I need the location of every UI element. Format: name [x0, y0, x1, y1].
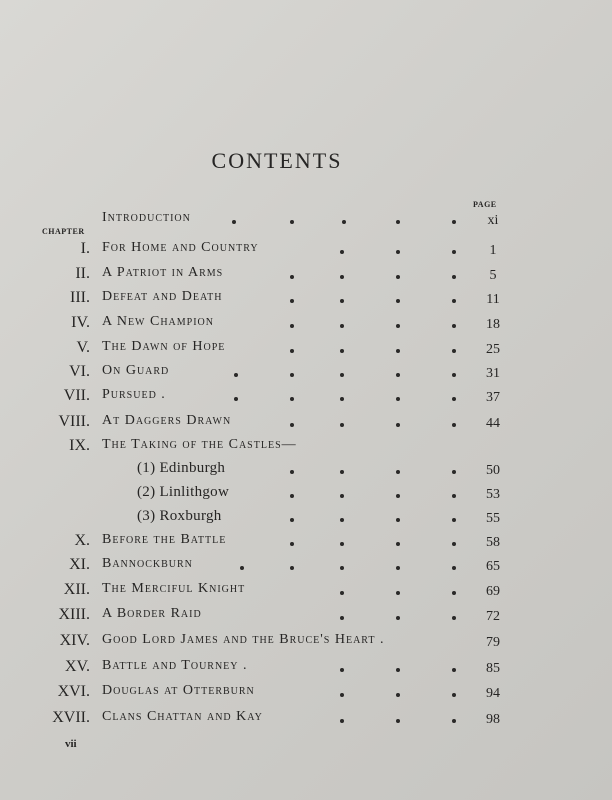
chapter-title: At Daggers Drawn	[102, 413, 232, 428]
leader-dot	[340, 299, 344, 303]
chapter-title: Before the Battle	[102, 532, 227, 547]
leader-dot	[290, 349, 294, 353]
leader-dots	[0, 240, 612, 262]
page-number: 58	[486, 535, 500, 550]
leader-dots	[0, 314, 612, 336]
page-number: 98	[486, 712, 500, 727]
leader-dots	[0, 339, 612, 361]
page-number: 85	[486, 661, 500, 676]
leader-dot	[396, 494, 400, 498]
page-number: 5	[489, 268, 497, 283]
leader-dot	[396, 349, 400, 353]
leader-dot	[396, 324, 400, 328]
page-number: 44	[486, 416, 500, 431]
leader-dot	[396, 423, 400, 427]
leader-dot	[396, 220, 400, 224]
leader-dot	[340, 250, 344, 254]
leader-dot	[452, 591, 456, 595]
toc-entry	[0, 387, 612, 409]
chapter-title: For Home and Country	[102, 240, 259, 255]
page-number-footer: vii	[65, 738, 77, 750]
chapter-title: Clans Chattan and Kay	[102, 709, 263, 724]
leader-dot	[290, 220, 294, 224]
chapter-number: VIII.	[58, 413, 90, 430]
leader-dot	[452, 250, 456, 254]
leader-dot	[452, 494, 456, 498]
leader-dots	[0, 289, 612, 311]
chapter-number: V.	[76, 339, 90, 356]
leader-dot	[396, 591, 400, 595]
leader-dot	[290, 324, 294, 328]
leader-dot	[340, 275, 344, 279]
leader-dot	[240, 566, 244, 570]
toc-entry	[0, 289, 612, 311]
leader-dot	[290, 423, 294, 427]
leader-dot	[340, 349, 344, 353]
page-number: 94	[486, 686, 500, 701]
leader-dot	[396, 566, 400, 570]
chapter-number: XIII.	[58, 606, 90, 623]
leader-dot	[396, 250, 400, 254]
leader-dot	[290, 397, 294, 401]
leader-dot	[452, 566, 456, 570]
leader-dots	[0, 265, 612, 287]
leader-dots	[0, 658, 612, 680]
toc-entry	[0, 240, 612, 262]
leader-dot	[452, 349, 456, 353]
leader-dot	[340, 719, 344, 723]
leader-dot	[452, 518, 456, 522]
chapter-title: Battle and Tourney .	[102, 658, 248, 673]
leader-dot	[396, 299, 400, 303]
leader-dots	[0, 363, 612, 385]
chapter-title: On Guard	[102, 363, 170, 378]
chapter-number: XII.	[63, 581, 90, 598]
toc-entry	[0, 658, 612, 680]
leader-dot	[290, 494, 294, 498]
leader-dot	[290, 373, 294, 377]
leader-dot	[452, 423, 456, 427]
leader-dots	[0, 683, 612, 705]
chapter-title: The Dawn of Hope	[102, 339, 226, 354]
page-number: 69	[486, 584, 500, 599]
chapter-number: X.	[74, 532, 90, 549]
chapter-title: A Patriot in Arms	[102, 265, 224, 280]
leader-dot	[396, 470, 400, 474]
leader-dot	[290, 299, 294, 303]
toc-entry	[0, 709, 612, 731]
toc-entry	[0, 683, 612, 705]
leader-dot	[290, 566, 294, 570]
toc-entry	[0, 314, 612, 336]
leader-dot	[452, 275, 456, 279]
leader-dot	[340, 324, 344, 328]
leader-dot	[396, 518, 400, 522]
page-number: 37	[486, 390, 500, 405]
leader-dot	[340, 423, 344, 427]
leader-dot	[452, 693, 456, 697]
leader-dot	[232, 220, 236, 224]
chapter-number: IX.	[69, 437, 90, 454]
chapter-number: XVII.	[52, 709, 90, 726]
leader-dot	[396, 668, 400, 672]
chapter-title: The Taking of the Castles—	[102, 437, 297, 452]
leader-dot	[452, 668, 456, 672]
leader-dots	[0, 508, 612, 530]
toc-entry	[0, 460, 612, 482]
toc-entry	[0, 484, 612, 506]
chapter-title: Defeat and Death	[102, 289, 223, 304]
leader-dot	[340, 668, 344, 672]
chapter-number: XIV.	[59, 632, 90, 649]
chapter-title: Douglas at Otterburn	[102, 683, 255, 698]
leader-dot	[340, 566, 344, 570]
chapter-title: The Merciful Knight	[102, 581, 246, 596]
chapter-number: VI.	[69, 363, 90, 380]
leader-dot	[340, 518, 344, 522]
toc-entry	[0, 413, 612, 435]
leader-dot	[234, 397, 238, 401]
leader-dot	[396, 397, 400, 401]
leader-dot	[234, 373, 238, 377]
leader-dot	[290, 275, 294, 279]
leader-dot	[452, 220, 456, 224]
leader-dots	[0, 484, 612, 506]
toc-entry	[0, 265, 612, 287]
leader-dot	[396, 542, 400, 546]
toc-entry	[0, 339, 612, 361]
page-number: 50	[486, 463, 500, 478]
leader-dots	[0, 581, 612, 603]
chapter-title: (3) Roxburgh	[137, 508, 222, 524]
leader-dot	[452, 542, 456, 546]
page-number: xi	[487, 213, 499, 228]
leader-dots	[0, 413, 612, 435]
leader-dot	[396, 373, 400, 377]
chapter-number: XI.	[69, 556, 90, 573]
page-number: 31	[486, 366, 500, 381]
leader-dot	[290, 542, 294, 546]
leader-dots	[0, 387, 612, 409]
page-number: 65	[486, 559, 500, 574]
page-number: 1	[489, 243, 497, 258]
toc-entry	[0, 437, 612, 459]
leader-dot	[290, 470, 294, 474]
leader-dot	[452, 616, 456, 620]
page-number: 79	[486, 635, 500, 650]
chapter-number: II.	[75, 265, 90, 282]
leader-dot	[396, 616, 400, 620]
page-title: CONTENTS	[211, 148, 343, 173]
toc-entry	[0, 508, 612, 530]
toc-entry	[0, 363, 612, 385]
leader-dot	[396, 693, 400, 697]
leader-dot	[452, 470, 456, 474]
toc-entry	[0, 210, 612, 232]
chapter-title: Introduction	[102, 210, 191, 225]
chapter-number: XV.	[64, 658, 90, 675]
chapter-number: VII.	[63, 387, 90, 404]
leader-dot	[340, 397, 344, 401]
chapter-title: Pursued .	[102, 387, 166, 402]
leader-dot	[452, 324, 456, 328]
toc-entry	[0, 532, 612, 554]
chapter-title: (2) Linlithgow	[137, 484, 230, 500]
chapter-number: III.	[70, 289, 90, 306]
leader-dots	[0, 532, 612, 554]
leader-dots	[0, 460, 612, 482]
leader-dot	[290, 518, 294, 522]
leader-dots	[0, 210, 612, 232]
chapter-title: (1) Edinburgh	[137, 460, 226, 476]
page-number: 55	[486, 511, 500, 526]
chapter-title: A Border Raid	[102, 606, 202, 621]
leader-dot	[340, 542, 344, 546]
toc-entry	[0, 632, 612, 654]
leader-dot	[340, 494, 344, 498]
toc-entry	[0, 581, 612, 603]
page-column-header: PAGE	[473, 200, 497, 209]
leader-dots	[0, 632, 612, 654]
leader-dot	[396, 719, 400, 723]
toc-entry	[0, 606, 612, 628]
page-number: 25	[486, 342, 500, 357]
leader-dot	[342, 220, 346, 224]
chapter-title: A New Champion	[102, 314, 215, 329]
leader-dot	[340, 591, 344, 595]
page-number: 18	[486, 317, 500, 332]
leader-dots	[0, 606, 612, 628]
leader-dot	[340, 373, 344, 377]
leader-dot	[452, 299, 456, 303]
leader-dot	[340, 693, 344, 697]
chapter-title: Good Lord James and the Bruce's Heart .	[102, 632, 385, 647]
page-number: 72	[486, 609, 500, 624]
chapter-title: Bannockburn	[102, 556, 193, 571]
leader-dot	[396, 275, 400, 279]
chapter-number: IV.	[71, 314, 90, 331]
chapter-number: I.	[80, 240, 90, 257]
toc-entry	[0, 556, 612, 578]
leader-dot	[452, 397, 456, 401]
leader-dot	[340, 470, 344, 474]
leader-dot	[452, 373, 456, 377]
chapter-column-header: CHAPTER	[42, 227, 85, 236]
leader-dot	[452, 719, 456, 723]
leader-dots	[0, 556, 612, 578]
leader-dots	[0, 709, 612, 731]
chapter-number: XVI.	[57, 683, 90, 700]
leader-dot	[340, 616, 344, 620]
page-number: 53	[486, 487, 500, 502]
page-number: 11	[486, 292, 500, 307]
